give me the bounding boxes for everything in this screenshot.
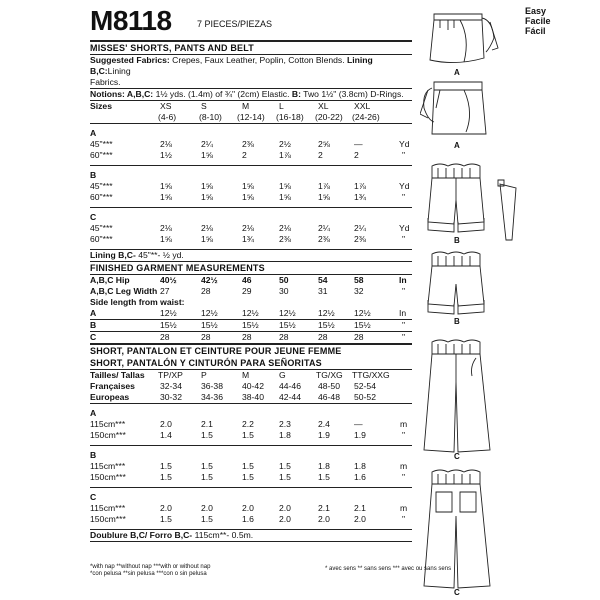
yardage-row: 60"*** 1⅝ 1⅝ 1⅝ 1⅝ 1⅝ 1¾ " (90, 192, 406, 202)
side-length-row: B 15½ 15½ 15½ 15½ 15½ 15½ " (90, 320, 406, 330)
view-label: C (90, 212, 97, 222)
side-length-label: Side length from waist: (90, 297, 185, 307)
metric-row: 150cm*** 1.5 1.5 1.6 2.0 2.0 2.0 " (90, 514, 406, 524)
metric-row: 150cm*** 1.4 1.5 1.5 1.8 1.9 1.9 " (90, 430, 406, 440)
doublure-line: Doublure B,C/ Forro B,C- 115cm**- 0.5m. (90, 530, 254, 540)
lining-line: Lining B,C- 45"**- ½ yd. (90, 250, 184, 260)
metric-row: 115cm*** 2.0 2.0 2.0 2.0 2.1 2.1 m (90, 503, 408, 513)
spanish-title: SHORT, PANTALÓN Y CINTURÓN PARA SEÑORITAS (90, 358, 322, 368)
piece-count: 7 PIECES/PIEZAS (197, 19, 273, 29)
view-label-c: C (454, 452, 460, 461)
view-c-front-illustration (420, 336, 500, 456)
side-length-row: C 28 28 28 28 28 28 " (90, 332, 406, 342)
metric-row: 115cm*** 2.0 2.1 2.2 2.3 2.4 — m (90, 419, 408, 429)
yardage-table (90, 124, 412, 250)
view-label-c: C (454, 588, 460, 597)
sizes-numbers-row: (4-6) (8-10) (12-14) (16-18) (20-22) (24-26) (158, 112, 380, 122)
metric-row: 115cm*** 1.5 1.5 1.5 1.5 1.8 1.8 m (90, 461, 408, 471)
notions: Notions: A,B,C: 1½ yds. (1.4m) of ¾" (2cm) Elastic. B: Two 1½" (3.8cm) D-Rings. (90, 89, 404, 99)
view-b-back-illustration (420, 248, 500, 318)
side-length-row: A 12½ 12½ 12½ 12½ 12½ 12½ In (90, 308, 407, 318)
difficulty-label: Easy Facile Fácil (525, 6, 551, 36)
section-title: MISSES' SHORTS, PANTS AND BELT (90, 43, 254, 53)
french-title: SHORT, PANTALON ET CEINTURE POUR JEUNE FEMME (90, 346, 342, 356)
view-b-front-illustration (420, 160, 530, 242)
yardage-row: 60"*** 1⅝ 1⅝ 1¾ 2⅜ 2⅜ 2⅜ " (90, 234, 406, 244)
header (90, 6, 412, 40)
info-column (90, 6, 412, 542)
suggested-fabrics: Suggested Fabrics: Crepes, Faux Leather, Poplin, Cotton Blends. Lining B,C:Lining Fabrics. (90, 55, 373, 87)
metric-table (90, 404, 412, 530)
footnote-english-spanish: *with nap **without nap ***with or without nap *con pelusa **sin pelusa ***con o sin pelusa (90, 564, 211, 577)
view-a-front-illustration (420, 8, 500, 68)
euro-sizes-header: Tailles/ Tallas TP/XP P M G TG/XG TTG/XXG (90, 370, 390, 380)
view-label: A (90, 408, 97, 418)
view-label: B (90, 450, 97, 460)
yardage-row: 45"*** 2⅛ 2¼ 2⅜ 2½ 2⅝ — Yd (90, 139, 410, 149)
view-label: A (90, 128, 97, 138)
view-c-back-illustration (420, 466, 500, 590)
yardage-row: 60"*** 1½ 1⅝ 2 1⅞ 2 2 " (90, 150, 406, 160)
finished-row: A,B,C Leg Width 27 28 29 30 31 32 " (90, 286, 406, 296)
view-label: B (90, 170, 97, 180)
sizes-row: Sizes XS S M L XL XXL (90, 101, 371, 111)
footnote-french: * avec sens ** sans sens *** avec ou sans sens (325, 566, 452, 572)
view-label-b: B (454, 317, 460, 326)
view-label: C (90, 492, 97, 502)
view-label-a: A (454, 68, 460, 77)
finished-row: A,B,C Hip 40½ 42½ 46 50 54 58 In (90, 275, 407, 285)
view-a-back-illustration (420, 78, 500, 140)
yardage-row: 45"*** 1⅝ 1⅝ 1⅝ 1⅝ 1⅞ 1⅞ Yd (90, 181, 410, 191)
yardage-row: 45"*** 2⅛ 2⅛ 2⅛ 2⅛ 2¼ 2¼ Yd (90, 223, 410, 233)
euro-sizes-row: Europeas 30-32 34-36 38-40 42-44 46-48 50-52 (90, 392, 376, 402)
view-label-a: A (454, 141, 460, 150)
metric-row: 150cm*** 1.5 1.5 1.5 1.5 1.5 1.6 " (90, 472, 406, 482)
euro-sizes-row: Françaises 32-34 36-38 40-42 44-46 48-50 52-54 (90, 381, 376, 391)
finished-title: FINISHED GARMENT MEASUREMENTS (90, 263, 265, 273)
view-label-b: B (454, 236, 460, 245)
pattern-number: M8118 (90, 5, 172, 36)
